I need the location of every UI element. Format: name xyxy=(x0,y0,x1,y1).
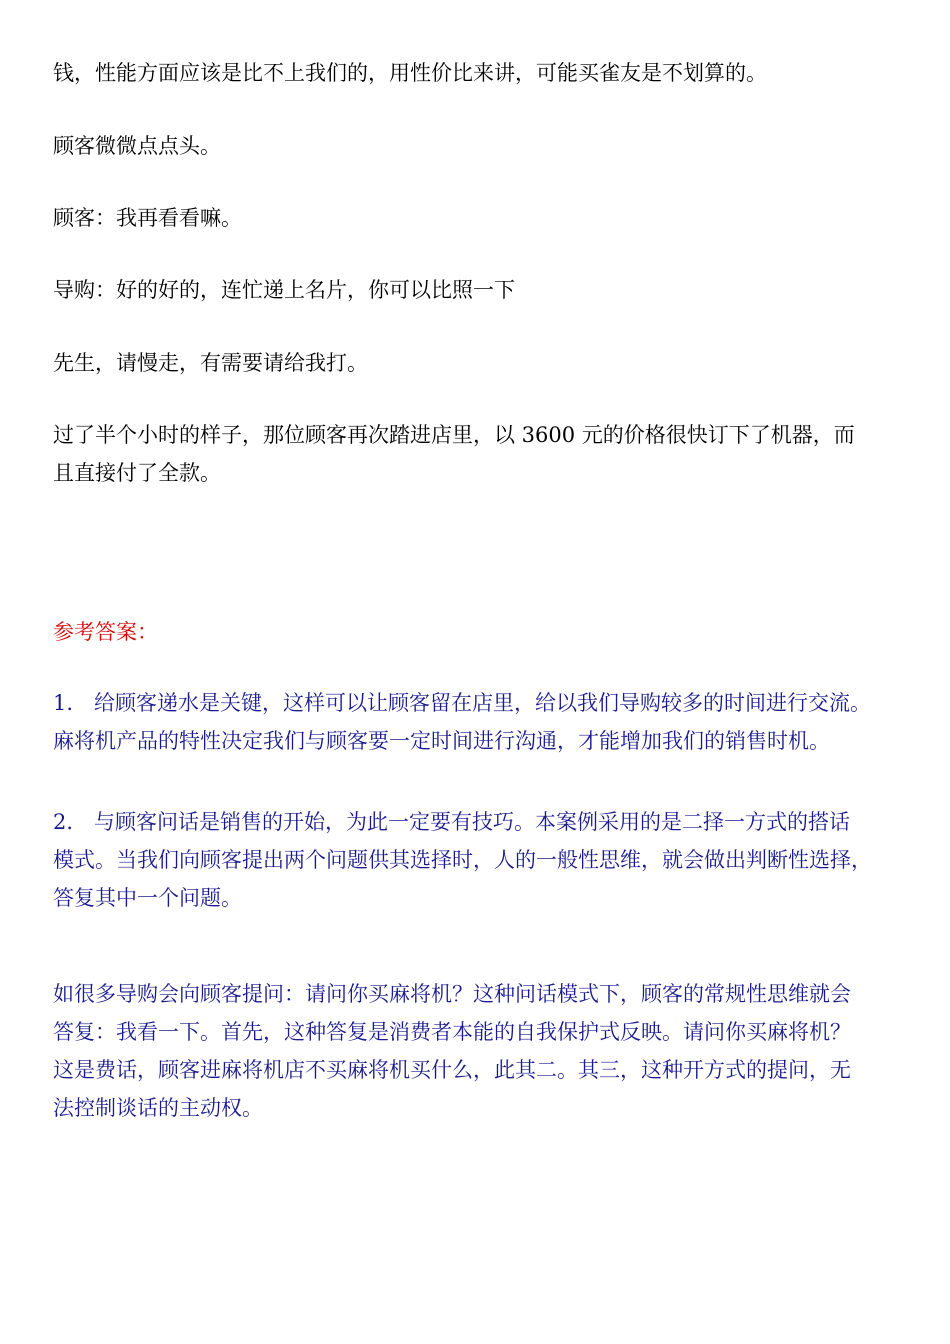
narrative-paragraph-2 xyxy=(53,127,913,165)
text-line: 模式。当我们向顾客提出两个问题供其选择时，人的一般性思维，就会做出判断性选择， xyxy=(53,848,872,872)
text-line: 先生，请慢走，有需要请给我打。 xyxy=(53,351,368,375)
narrative-paragraph-1 xyxy=(53,54,913,92)
text-line: 法控制谈话的主动权。 xyxy=(53,1096,263,1120)
narrative-paragraph-4 xyxy=(53,271,913,309)
answer-heading xyxy=(53,613,913,651)
heading-text: 参考答案： xyxy=(53,620,158,644)
text-line: 这是费话，顾客进麻将机店不买麻将机买什么，此其二。其三，这种开方式的提问，无 xyxy=(53,1058,851,1082)
text-line: 导购：好的好的，连忙递上名片，你可以比照一下 xyxy=(53,278,515,302)
text-line: 如很多导购会向顾客提问：请问你买麻将机？这种问话模式下，顾客的常规性思维就会 xyxy=(53,982,851,1006)
text-line: 麻将机产品的特性决定我们与顾客要一定时间进行沟通，才能增加我们的销售时机。 xyxy=(53,729,830,753)
narrative-paragraph-5 xyxy=(53,344,913,382)
text-line: 2. 与顾客问话是销售的开始，为此一定要有技巧。本案例采用的是二择一方式的搭话 xyxy=(53,810,851,834)
text-line: 1. 给顾客递水是关键，这样可以让顾客留在店里，给以我们导购较多的时间进行交流。 xyxy=(53,691,872,715)
text-line: 且直接付了全款。 xyxy=(53,461,221,485)
answer-item-2 xyxy=(53,803,913,917)
answer-item-1 xyxy=(53,684,913,760)
narrative-paragraph-3 xyxy=(53,199,913,237)
answer-explanation xyxy=(53,975,913,1127)
text-line: 钱，性能方面应该是比不上我们的，用性价比来讲，可能买雀友是不划算的。 xyxy=(53,61,767,85)
text-line: 顾客：我再看看嘛。 xyxy=(53,206,242,230)
text-line: 顾客微微点点头。 xyxy=(53,134,221,158)
text-line: 过了半个小时的样子，那位顾客再次踏进店里，以 3600 元的价格很快订下了机器，而 xyxy=(53,423,855,447)
text-line: 答复其中一个问题。 xyxy=(53,886,242,910)
narrative-paragraph-6 xyxy=(53,416,913,492)
text-line: 答复：我看一下。首先，这种答复是消费者本能的自我保护式反映。请问你买麻将机？ xyxy=(53,1020,851,1044)
